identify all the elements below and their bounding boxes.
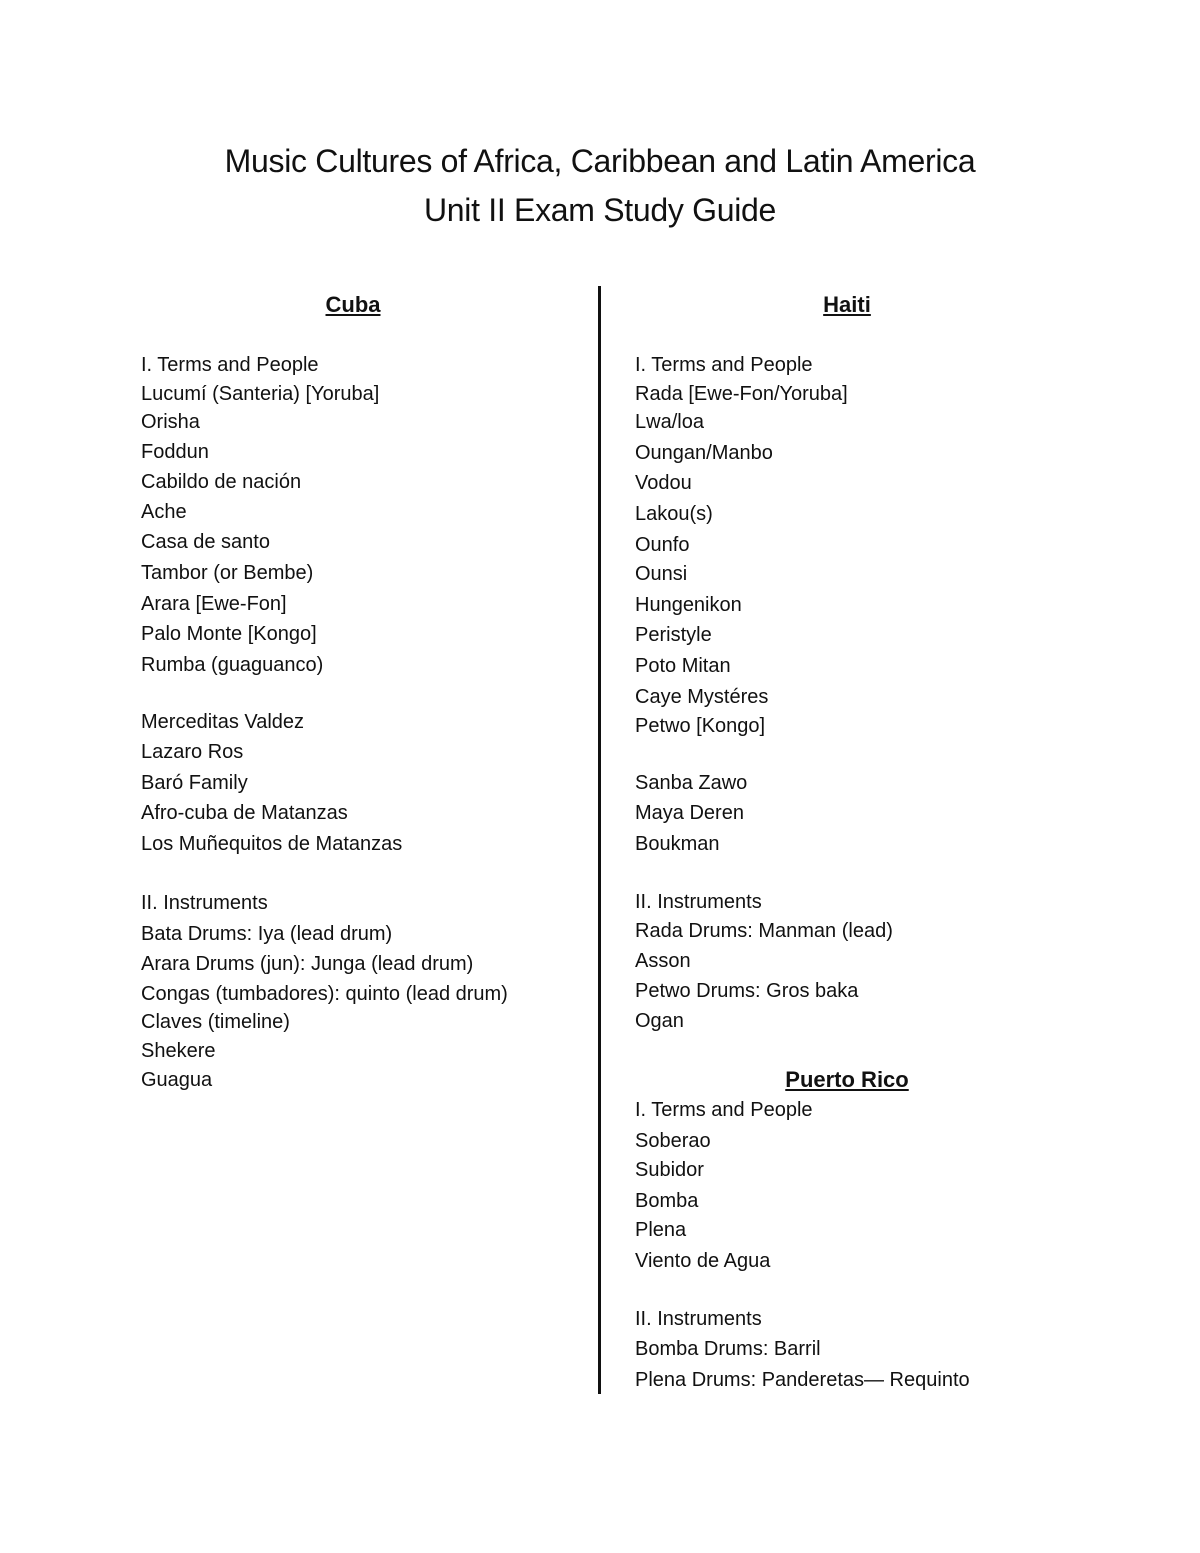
haiti-person: Maya Deren xyxy=(635,802,744,824)
haiti-term: Lwa/loa xyxy=(635,411,704,433)
cuba-instrument: Guagua xyxy=(141,1069,213,1091)
cuba-instrument: Claves (timeline) xyxy=(141,1011,290,1033)
haiti-term: Ounsi xyxy=(635,563,688,585)
puerto-rico-heading: Puerto Rico xyxy=(785,1067,909,1092)
cuba-term: Rumba (guaguanco) xyxy=(141,654,324,676)
cuba-term: Foddun xyxy=(141,441,209,463)
puerto-rico-term: Soberao xyxy=(635,1130,711,1152)
haiti-term: Lakou(s) xyxy=(635,503,713,525)
haiti-term: Poto Mitan xyxy=(635,655,731,677)
cuba-instruments-heading: II. Instruments xyxy=(141,892,268,914)
cuba-term: Lucumí (Santeria) [Yoruba] xyxy=(141,383,380,405)
cuba-person: Los Muñequitos de Matanzas xyxy=(141,833,403,855)
cuba-term: Tambor (or Bembe) xyxy=(141,562,314,584)
cuba-instrument: Shekere xyxy=(141,1040,216,1062)
puerto-rico-term: Subidor xyxy=(635,1159,704,1181)
haiti-term: Peristyle xyxy=(635,624,712,646)
cuba-person: Lazaro Ros xyxy=(141,741,244,763)
cuba-person: Merceditas Valdez xyxy=(141,711,305,733)
haiti-instrument: Ogan xyxy=(635,1010,684,1032)
puerto-rico-term: Viento de Agua xyxy=(635,1250,771,1272)
cuba-instrument: Bata Drums: Iya (lead drum) xyxy=(141,923,393,945)
puerto-rico-term: Plena xyxy=(635,1219,687,1241)
puerto-rico-instrument: Bomba Drums: Barril xyxy=(635,1338,821,1360)
puerto-rico-terms-heading: I. Terms and People xyxy=(635,1099,813,1121)
haiti-instrument: Petwo Drums: Gros baka xyxy=(635,980,859,1002)
haiti-person: Boukman xyxy=(635,833,720,855)
column-divider xyxy=(598,286,601,1394)
cuba-heading: Cuba xyxy=(325,292,381,317)
cuba-term: Ache xyxy=(141,501,187,523)
haiti-term: Caye Mystéres xyxy=(635,686,769,708)
haiti-instrument: Rada Drums: Manman (lead) xyxy=(635,920,893,942)
cuba-term: Casa de santo xyxy=(141,531,270,553)
haiti-heading: Haiti xyxy=(823,292,871,317)
puerto-rico-instrument: Plena Drums: Panderetas— Requinto xyxy=(635,1369,970,1391)
haiti-term: Hungenikon xyxy=(635,594,742,616)
cuba-person: Afro-cuba de Matanzas xyxy=(141,802,348,824)
haiti-term: Ounfo xyxy=(635,534,690,556)
haiti-terms-heading: I. Terms and People xyxy=(635,354,813,376)
puerto-rico-term: Bomba xyxy=(635,1190,699,1212)
cuba-term: Orisha xyxy=(141,411,200,433)
cuba-terms-heading: I. Terms and People xyxy=(141,354,319,376)
cuba-person: Baró Family xyxy=(141,772,248,794)
haiti-instruments-heading: II. Instruments xyxy=(635,891,762,913)
cuba-term: Cabildo de nación xyxy=(141,471,302,493)
puerto-rico-instruments-heading: II. Instruments xyxy=(635,1308,762,1330)
cuba-term: Arara [Ewe-Fon] xyxy=(141,593,287,615)
cuba-instrument: Congas (tumbadores): quinto (lead drum) xyxy=(141,983,508,1005)
haiti-term: Oungan/Manbo xyxy=(635,442,773,464)
haiti-term: Vodou xyxy=(635,472,692,494)
cuba-instrument: Arara Drums (jun): Junga (lead drum) xyxy=(141,953,474,975)
cuba-term: Palo Monte [Kongo] xyxy=(141,623,317,645)
haiti-term: Rada [Ewe-Fon/Yoruba] xyxy=(635,383,848,405)
document-subtitle: Unit II Exam Study Guide xyxy=(423,192,777,228)
haiti-instrument: Asson xyxy=(635,950,691,972)
haiti-term: Petwo [Kongo] xyxy=(635,715,766,737)
document-title: Music Cultures of Africa, Caribbean and Latin America xyxy=(224,143,976,179)
haiti-person: Sanba Zawo xyxy=(635,772,748,794)
